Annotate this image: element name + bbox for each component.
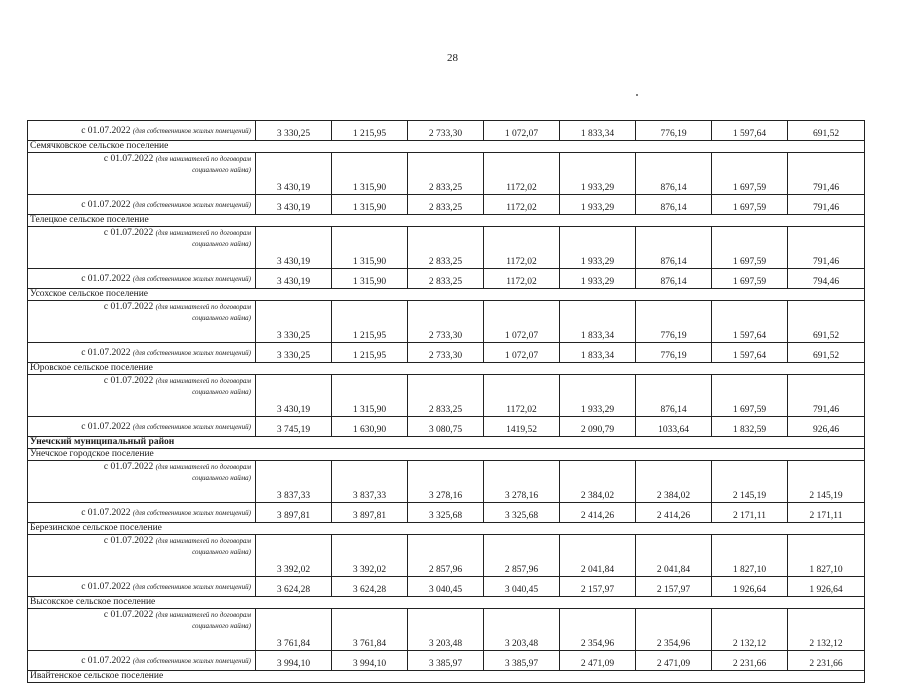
tariff-value: 1 315,90 — [332, 195, 408, 215]
tariff-value: 2 157,97 — [636, 577, 712, 597]
tariff-value: 776,19 — [636, 343, 712, 363]
settlement-heading-row — [28, 449, 865, 461]
tariff-value: 3 278,16 — [484, 461, 560, 503]
effective-date: с 01.07.2022 — [103, 536, 154, 546]
effective-date: с 01.07.2022 — [81, 655, 131, 666]
rate-label-line-1 — [31, 228, 251, 239]
tariff-value: 1172,02 — [484, 227, 560, 269]
tariff-value: 1 072,07 — [484, 301, 560, 343]
tariff-value: 3 203,48 — [408, 609, 484, 651]
effective-date: с 01.07.2022 — [103, 610, 154, 620]
tariff-value: 1 827,10 — [788, 535, 865, 577]
district-heading-row — [28, 437, 865, 449]
tariff-value: 1419,52 — [484, 417, 560, 437]
rate-label — [28, 609, 256, 651]
rate-note-line-2: социального найма) — [192, 166, 251, 174]
effective-date: с 01.07.2022 — [103, 462, 154, 472]
tariff-value: 3 392,02 — [256, 535, 332, 577]
settlement-name: Унечское городское поселение — [28, 449, 865, 461]
tariff-value: 1 215,95 — [332, 343, 408, 363]
rate-label — [28, 269, 256, 289]
rate-label-line-1 — [31, 302, 251, 313]
tariff-value: 1 215,95 — [332, 121, 408, 141]
tariff-value: 2 833,25 — [408, 375, 484, 417]
tariff-value: 3 624,28 — [256, 577, 332, 597]
tariff-value: 691,52 — [788, 343, 865, 363]
tariff-value: 2 090,79 — [560, 417, 636, 437]
tariff-value: 1 933,29 — [560, 153, 636, 195]
owner-rate-row — [28, 503, 865, 523]
tariff-value: 876,14 — [636, 375, 712, 417]
tariff-value: 791,46 — [788, 375, 865, 417]
tariff-value: 2 171,11 — [788, 503, 865, 523]
rate-note: (для нанимателей по договорам — [155, 155, 251, 163]
tariff-value: 1 832,59 — [712, 417, 788, 437]
owner-rate-row — [28, 651, 865, 671]
tariff-value: 876,14 — [636, 227, 712, 269]
tariff-value: 3 203,48 — [484, 609, 560, 651]
tenant-rate-row — [28, 227, 865, 269]
rate-note-line-2: социального найма) — [192, 314, 251, 322]
owner-rate-row — [28, 121, 865, 141]
tariff-value: 2 145,19 — [712, 461, 788, 503]
tariff-value: 1172,02 — [484, 153, 560, 195]
tariff-value: 3 430,19 — [256, 227, 332, 269]
tariff-value: 1 315,90 — [332, 375, 408, 417]
rate-note-line-2: социального найма) — [192, 388, 251, 396]
rate-label — [28, 461, 256, 503]
effective-date: с 01.07.2022 — [81, 125, 131, 136]
tariff-value: 1 833,34 — [560, 121, 636, 141]
effective-date: с 01.07.2022 — [81, 581, 131, 592]
tariff-value: 2 041,84 — [636, 535, 712, 577]
rate-label — [28, 153, 256, 195]
effective-date: с 01.07.2022 — [103, 228, 154, 238]
tariff-value: 2 471,09 — [560, 651, 636, 671]
settlement-name: Высокское сельское поселение — [28, 597, 865, 609]
tariff-value: 3 837,33 — [256, 461, 332, 503]
tariff-value: 2 733,30 — [408, 301, 484, 343]
tariff-value: 3 330,25 — [256, 121, 332, 141]
tariff-value: 2 833,25 — [408, 227, 484, 269]
tariff-value: 2 833,25 — [408, 153, 484, 195]
rate-note: (для собственников жилых помещений) — [132, 508, 251, 517]
tariff-value: 2 384,02 — [560, 461, 636, 503]
settlement-heading-row — [28, 597, 865, 609]
tariff-value: 3 430,19 — [256, 375, 332, 417]
tariff-value: 2 733,30 — [408, 121, 484, 141]
settlement-name: Семячковское сельское поселение — [28, 141, 865, 153]
rate-label — [28, 343, 256, 363]
rate-note: (для собственников жилых помещений) — [132, 126, 251, 135]
rate-note: (для нанимателей по договорам — [155, 537, 251, 545]
tariff-value: 1 315,90 — [332, 269, 408, 289]
tariff-value: 1 697,59 — [712, 227, 788, 269]
rate-label-line-1 — [31, 376, 251, 387]
settlement-heading-row — [28, 141, 865, 153]
tariff-value: 3 392,02 — [332, 535, 408, 577]
settlement-heading-row — [28, 523, 865, 535]
tariff-value: 2 171,11 — [712, 503, 788, 523]
rate-note: (для нанимателей по договорам — [155, 611, 251, 619]
tariff-value: 3 761,84 — [332, 609, 408, 651]
tariff-value: 794,46 — [788, 269, 865, 289]
tariff-value: 2 132,12 — [712, 609, 788, 651]
owner-rate-row — [28, 417, 865, 437]
tariff-value: 3 624,28 — [332, 577, 408, 597]
rate-label — [28, 121, 256, 141]
settlement-name: Ивайтенское сельское поселение — [28, 671, 865, 683]
tariff-value: 3 761,84 — [256, 609, 332, 651]
tariff-value: 3 994,10 — [332, 651, 408, 671]
tariff-value: 1 926,64 — [788, 577, 865, 597]
effective-date: с 01.07.2022 — [103, 154, 154, 164]
tariff-value: 2 384,02 — [636, 461, 712, 503]
settlement-heading-row — [28, 363, 865, 375]
tariff-value: 1 933,29 — [560, 375, 636, 417]
page-number: 28 — [447, 52, 458, 64]
tariff-value: 2 231,66 — [788, 651, 865, 671]
tariff-value: 2 231,66 — [712, 651, 788, 671]
tariff-value: 1 697,59 — [712, 153, 788, 195]
tariff-value: 3 897,81 — [256, 503, 332, 523]
tariff-value: 2 132,12 — [788, 609, 865, 651]
owner-rate-row — [28, 577, 865, 597]
tenant-rate-row — [28, 609, 865, 651]
tariff-value: 3 430,19 — [256, 153, 332, 195]
tariff-value: 1 833,34 — [560, 301, 636, 343]
tariff-value: 2 733,30 — [408, 343, 484, 363]
tariff-value: 3 040,45 — [484, 577, 560, 597]
tariff-value: 1 072,07 — [484, 121, 560, 141]
owner-rate-row — [28, 269, 865, 289]
tariff-value: 1172,02 — [484, 195, 560, 215]
tariff-value: 1 697,59 — [712, 375, 788, 417]
rate-label-line-1 — [31, 536, 251, 547]
rate-label — [28, 417, 256, 437]
tariff-value: 3 278,16 — [408, 461, 484, 503]
effective-date: с 01.07.2022 — [103, 376, 154, 386]
tariff-value: 3 837,33 — [332, 461, 408, 503]
owner-rate-row — [28, 343, 865, 363]
effective-date: с 01.07.2022 — [81, 421, 131, 432]
rate-label — [28, 503, 256, 523]
tariff-value: 1 215,95 — [332, 301, 408, 343]
tariff-value: 791,46 — [788, 195, 865, 215]
tariff-value: 2 354,96 — [636, 609, 712, 651]
tenant-rate-row — [28, 535, 865, 577]
tariff-value: 3 040,45 — [408, 577, 484, 597]
tariff-value: 3 385,97 — [408, 651, 484, 671]
rate-note: (для нанимателей по договорам — [155, 463, 251, 471]
tariff-value: 3 745,19 — [256, 417, 332, 437]
effective-date: с 01.07.2022 — [103, 302, 154, 312]
tariff-value: 3 325,68 — [484, 503, 560, 523]
tariff-value: 926,46 — [788, 417, 865, 437]
tariff-table-body — [28, 121, 865, 683]
tariff-value: 1 315,90 — [332, 153, 408, 195]
settlement-heading-row — [28, 671, 865, 683]
effective-date: с 01.07.2022 — [81, 199, 131, 210]
tariff-value: 2 041,84 — [560, 535, 636, 577]
tariff-value: 1 697,59 — [712, 195, 788, 215]
effective-date: с 01.07.2022 — [81, 347, 131, 358]
rate-note-line-2: социального найма) — [192, 622, 251, 630]
rate-note: (для нанимателей по договорам — [155, 303, 251, 311]
rate-note: (для собственников жилых помещений) — [132, 582, 251, 591]
tenant-rate-row — [28, 153, 865, 195]
rate-label — [28, 535, 256, 577]
tenant-rate-row — [28, 461, 865, 503]
tariff-value: 3 430,19 — [256, 195, 332, 215]
tariff-value: 3 897,81 — [332, 503, 408, 523]
tariff-value: 1 597,64 — [712, 121, 788, 141]
rate-label — [28, 577, 256, 597]
tariff-value: 691,52 — [788, 301, 865, 343]
tariff-value: 791,46 — [788, 227, 865, 269]
tenant-rate-row — [28, 301, 865, 343]
tariff-value: 1 072,07 — [484, 343, 560, 363]
rate-note: (для собственников жилых помещений) — [132, 274, 251, 283]
tariff-value: 1 833,34 — [560, 343, 636, 363]
settlement-name: Березинское сельское поселение — [28, 523, 865, 535]
rate-note-line-2: социального найма) — [192, 474, 251, 482]
tariff-value: 3 430,19 — [256, 269, 332, 289]
rate-note: (для нанимателей по договорам — [155, 377, 251, 385]
rate-label — [28, 195, 256, 215]
tariff-value: 3 330,25 — [256, 301, 332, 343]
tariff-value: 2 857,96 — [408, 535, 484, 577]
rate-note-line-2: социального найма) — [192, 548, 251, 556]
tariff-value: 1172,02 — [484, 375, 560, 417]
tariff-table — [27, 120, 865, 683]
tariff-value: 2 471,09 — [636, 651, 712, 671]
settlement-heading-row — [28, 215, 865, 227]
rate-note: (для собственников жилых помещений) — [132, 200, 251, 209]
tariff-value: 1 697,59 — [712, 269, 788, 289]
rate-label-line-1 — [31, 462, 251, 473]
rate-note: (для собственников жилых помещений) — [132, 348, 251, 357]
tariff-value: 1 827,10 — [712, 535, 788, 577]
rate-label — [28, 651, 256, 671]
settlement-heading-row — [28, 289, 865, 301]
rate-label-line-1 — [31, 610, 251, 621]
rate-note: (для собственников жилых помещений) — [132, 422, 251, 431]
tariff-value: 2 857,96 — [484, 535, 560, 577]
tariff-value: 2 833,25 — [408, 269, 484, 289]
tariff-value: 1 933,29 — [560, 227, 636, 269]
settlement-name: Усохское сельское поселение — [28, 289, 865, 301]
tariff-value: 2 833,25 — [408, 195, 484, 215]
tariff-value: 3 325,68 — [408, 503, 484, 523]
settlement-name: Телецкое сельское поселение — [28, 215, 865, 227]
rate-label — [28, 375, 256, 417]
tariff-value: 2 157,97 — [560, 577, 636, 597]
scan-speck — [636, 94, 638, 96]
rate-label — [28, 227, 256, 269]
tariff-value: 3 080,75 — [408, 417, 484, 437]
effective-date: с 01.07.2022 — [81, 507, 131, 518]
tariff-value: 776,19 — [636, 301, 712, 343]
tariff-value: 1 933,29 — [560, 269, 636, 289]
tariff-value: 1033,64 — [636, 417, 712, 437]
tariff-value: 876,14 — [636, 269, 712, 289]
tariff-value: 1172,02 — [484, 269, 560, 289]
rate-note: (для собственников жилых помещений) — [132, 656, 251, 665]
tariff-value: 776,19 — [636, 121, 712, 141]
tariff-value: 3 385,97 — [484, 651, 560, 671]
tariff-value: 1 933,29 — [560, 195, 636, 215]
tariff-value: 2 145,19 — [788, 461, 865, 503]
tenant-rate-row — [28, 375, 865, 417]
rate-note-line-2: социального найма) — [192, 240, 251, 248]
rate-label — [28, 301, 256, 343]
tariff-value: 2 354,96 — [560, 609, 636, 651]
tariff-value: 2 414,26 — [636, 503, 712, 523]
tariff-value: 876,14 — [636, 195, 712, 215]
effective-date: с 01.07.2022 — [81, 273, 131, 284]
rate-note: (для нанимателей по договорам — [155, 229, 251, 237]
district-name: Унечский муниципальный район — [28, 437, 865, 449]
tariff-value: 691,52 — [788, 121, 865, 141]
tariff-value: 1 315,90 — [332, 227, 408, 269]
tariff-value: 3 994,10 — [256, 651, 332, 671]
tariff-value: 2 414,26 — [560, 503, 636, 523]
tariff-value: 1 597,64 — [712, 343, 788, 363]
owner-rate-row — [28, 195, 865, 215]
tariff-value: 3 330,25 — [256, 343, 332, 363]
tariff-value: 1 597,64 — [712, 301, 788, 343]
tariff-value: 1 630,90 — [332, 417, 408, 437]
rate-label-line-1 — [31, 154, 251, 165]
tariff-value: 876,14 — [636, 153, 712, 195]
settlement-name: Юровское сельское поселение — [28, 363, 865, 375]
tariff-value: 1 926,64 — [712, 577, 788, 597]
tariff-value: 791,46 — [788, 153, 865, 195]
